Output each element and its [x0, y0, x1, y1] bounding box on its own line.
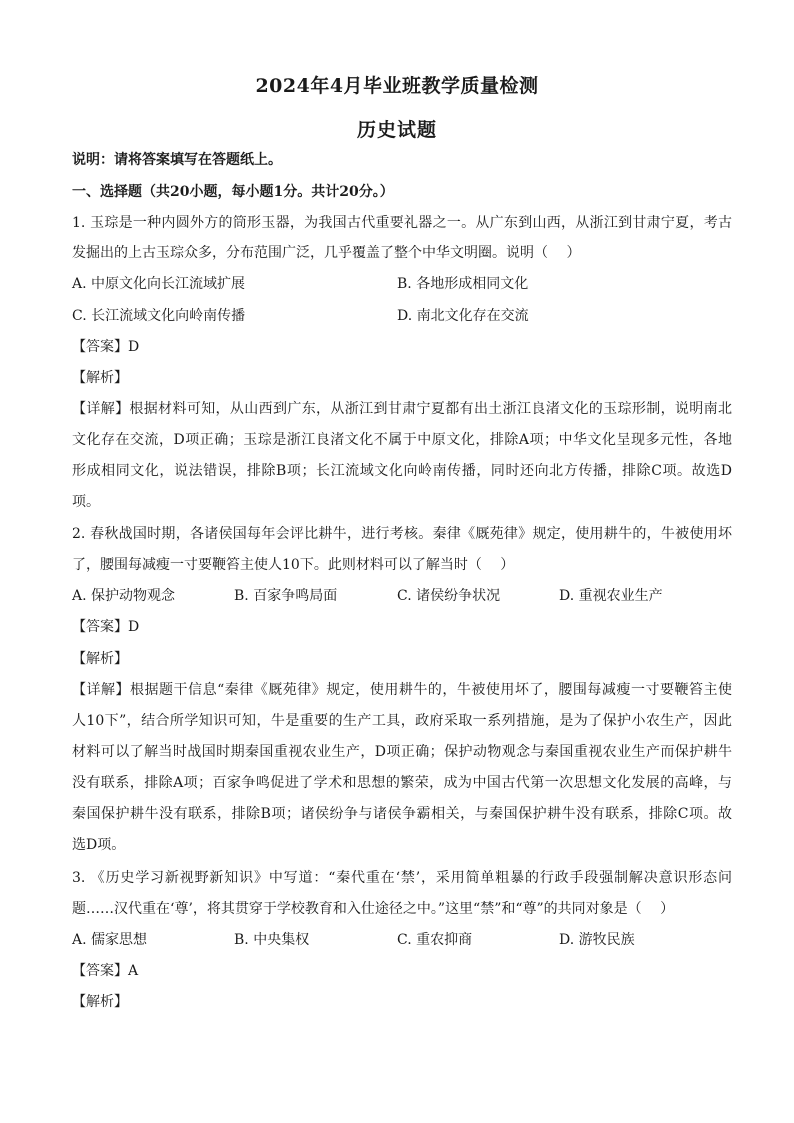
q2-detail-line: 秦国保护耕牛没有联系，排除B项；诸侯纷争与诸侯争霸相关，与秦国保护耕牛没有联系，排除C项。故	[72, 806, 732, 822]
q3-stem-line: 题……汉代重在‘尊’，将其贯穿于学校教育和入仕途径之中。”这里“禁”和“尊”的共同对象是（ ）	[72, 901, 675, 917]
q2-stem-line: 了，腰围每减瘦一寸要鞭笞主使人10下。此则材料可以了解当时（ ）	[72, 557, 515, 573]
q3-option-c: C. 重农抑商	[397, 932, 473, 948]
q3-option-a: A. 儒家思想	[72, 932, 148, 948]
q2-detail-line: 【详解】根据题干信息“秦律《厩苑律》规定，使用耕牛的，牛被使用坏了，腰围每减瘦一寸要鞭笞主使	[72, 682, 732, 698]
document-title: 2024年4月毕业班教学质量检测	[255, 75, 539, 97]
q2-stem-line: 2. 春秋战国时期，各诸侯国每年会评比耕牛，进行考核。秦律《厩苑律》规定，使用耕牛的，牛被使用坏	[72, 526, 732, 542]
q1-analysis-label: 【解析】	[72, 370, 128, 386]
q2-analysis-label: 【解析】	[72, 651, 128, 667]
q3-analysis-label: 【解析】	[72, 994, 128, 1010]
q2-option-b: B. 百家争鸣局面	[234, 588, 338, 604]
q2-detail-line: 人10下”，结合所学知识可知，牛是重要的生产工具，政府采取一系列措施，是为了保护小农生产，因此	[72, 713, 732, 729]
q2-detail-line: 材料可以了解当时战国时期秦国重视农业生产，D项正确；保护动物观念与秦国重视农业生产而保护耕牛	[72, 744, 732, 760]
instructions: 说明：请将答案填写在答题纸上。	[72, 152, 282, 168]
document-subtitle: 历史试题	[356, 119, 437, 141]
q2-option-d: D. 重视农业生产	[559, 588, 663, 604]
q1-detail-line: 文化存在交流，D项正确；玉琮是浙江良渚文化不属于中原文化，排除A项；中华文化呈现多元性，各地	[72, 432, 732, 448]
q2-option-a: A. 保护动物观念	[72, 588, 176, 604]
q1-option-a: A. 中原文化向长江流域扩展	[72, 276, 246, 292]
q2-answer: 【答案】D	[72, 619, 140, 635]
section-heading: 一、选择题（共20小题，每小题1分。共计20分。）	[72, 184, 394, 200]
q2-detail-line: 没有联系，排除A项；百家争鸣促进了学术和思想的繁荣，成为中国古代第一次思想文化发展的高峰，与	[72, 775, 732, 791]
q1-detail-line: 【详解】根据材料可知，从山西到广东，从浙江到甘肃宁夏都有出土浙江良渚文化的玉琮形制，说明南北	[72, 401, 732, 417]
q1-detail-line: 项。	[72, 494, 100, 510]
q2-detail-line: 选D项。	[72, 837, 126, 853]
q1-option-c: C. 长江流域文化向岭南传播	[72, 308, 246, 324]
q2-option-c: C. 诸侯纷争状况	[397, 588, 501, 604]
q1-stem-line: 1. 玉琮是一种内圆外方的筒形玉器，为我国古代重要礼器之一。从广东到山西，从浙江到甘肃宁夏，考古	[72, 215, 732, 231]
q1-option-b: B. 各地形成相同文化	[397, 276, 529, 292]
q3-stem-line: 3. 《历史学习新视野新知识》中写道：“秦代重在‘禁’，采用简单粗暴的行政手段强制解决意识形态问	[72, 870, 732, 886]
q1-stem-line: 发掘出的上古玉琮众多，分布范围广泛，几乎覆盖了整个中华文明圈。说明（ ）	[72, 245, 581, 261]
q1-option-d: D. 南北文化存在交流	[397, 308, 529, 324]
q3-option-b: B. 中央集权	[234, 932, 310, 948]
q3-option-d: D. 游牧民族	[559, 932, 635, 948]
q1-detail-line: 形成相同文化，说法错误，排除B项；长江流域文化向岭南传播，同时还向北方传播，排除C项。故选D	[72, 463, 732, 479]
q3-answer: 【答案】A	[72, 963, 139, 979]
q1-answer: 【答案】D	[72, 339, 140, 355]
